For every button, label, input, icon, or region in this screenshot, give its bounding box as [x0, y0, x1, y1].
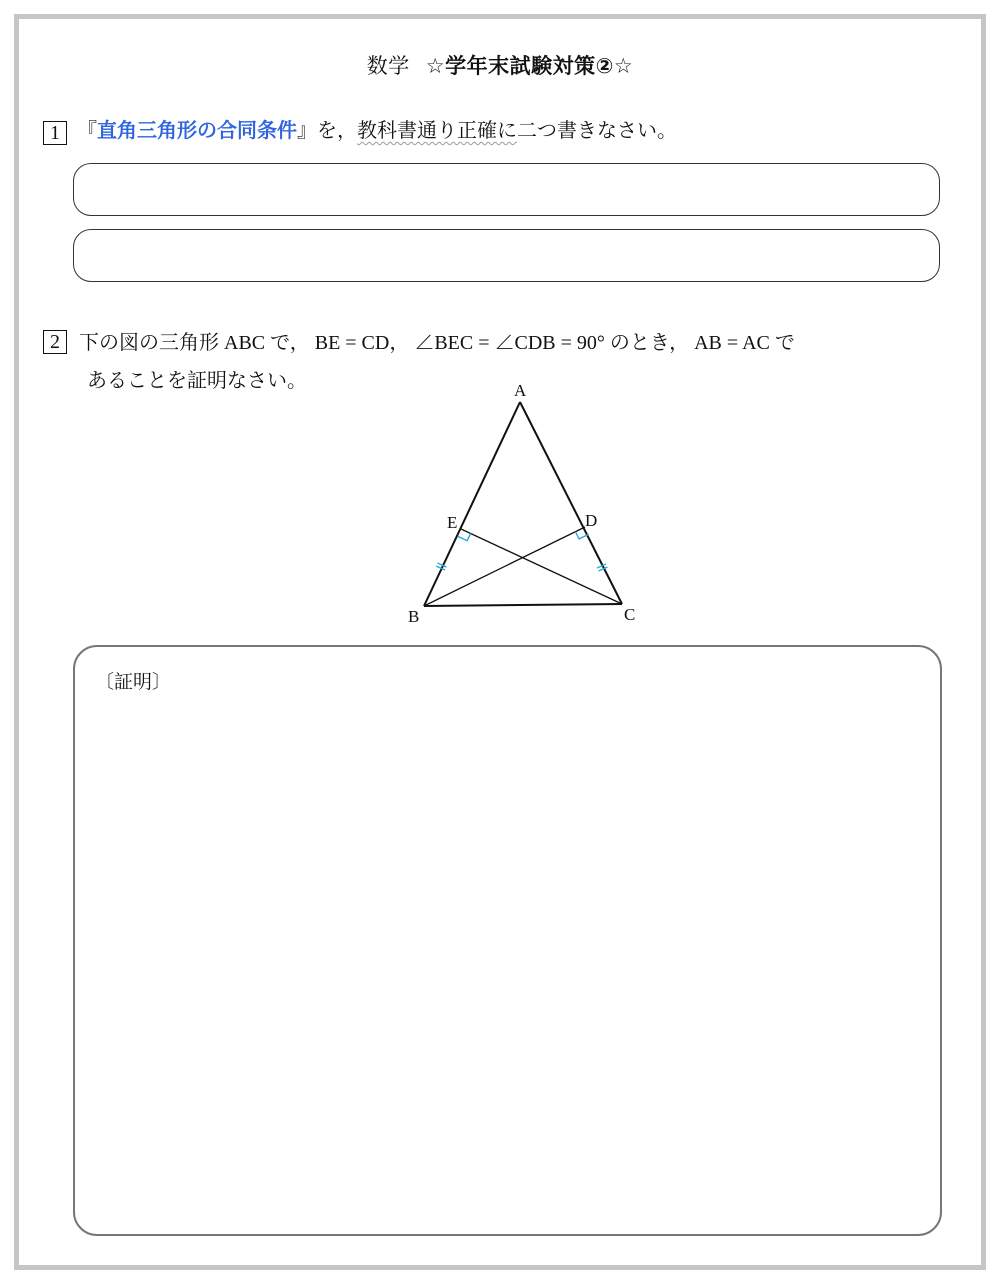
right-angle-mark-E — [458, 533, 471, 540]
proof-answer-box[interactable] — [73, 645, 942, 1236]
segment-AC — [520, 402, 622, 604]
q2-line-1 — [43, 324, 943, 362]
segment-AB — [424, 402, 520, 606]
answer-box-2[interactable] — [73, 229, 940, 282]
triangle-diagram — [390, 370, 660, 640]
q2-text-1: 下の図の三角形 ABC で， BE = CD， ∠BEC = ∠CDB = 90° のとき， AB = AC で — [79, 332, 795, 354]
q2-line-2: あることを証明なさい。 — [87, 370, 307, 392]
close-bracket: 』 — [297, 118, 317, 142]
question-1 — [43, 114, 677, 145]
vertex-label-D: D — [585, 511, 598, 530]
vertex-label-C: C — [624, 605, 636, 624]
open-bracket: 『 — [77, 118, 97, 142]
vertex-label-B: B — [408, 607, 420, 626]
segment-BC — [424, 604, 622, 606]
q1-text-after: 二つ書きなさい。 — [517, 118, 677, 142]
question-number-2: 2 — [43, 330, 67, 354]
title-main: ☆学年末試験対策②☆ — [425, 54, 634, 78]
q1-underlined-text: 教科書通り正確に — [357, 118, 517, 142]
vertex-label-E: E — [447, 513, 458, 532]
title-subject: 数学 — [366, 54, 410, 78]
question-number-1: 1 — [43, 121, 67, 145]
segment-BD — [424, 527, 585, 606]
triangle-figure — [390, 370, 660, 640]
q1-text-before: を， — [317, 118, 357, 142]
segment-CE — [461, 529, 622, 604]
page-title — [0, 50, 1000, 80]
proof-label: 〔証明〕 — [95, 671, 172, 693]
answer-box-1[interactable] — [73, 163, 940, 216]
vertex-label-A: A — [514, 381, 527, 400]
keyword-congruence-conditions: 直角三角形の合同条件 — [97, 118, 297, 142]
